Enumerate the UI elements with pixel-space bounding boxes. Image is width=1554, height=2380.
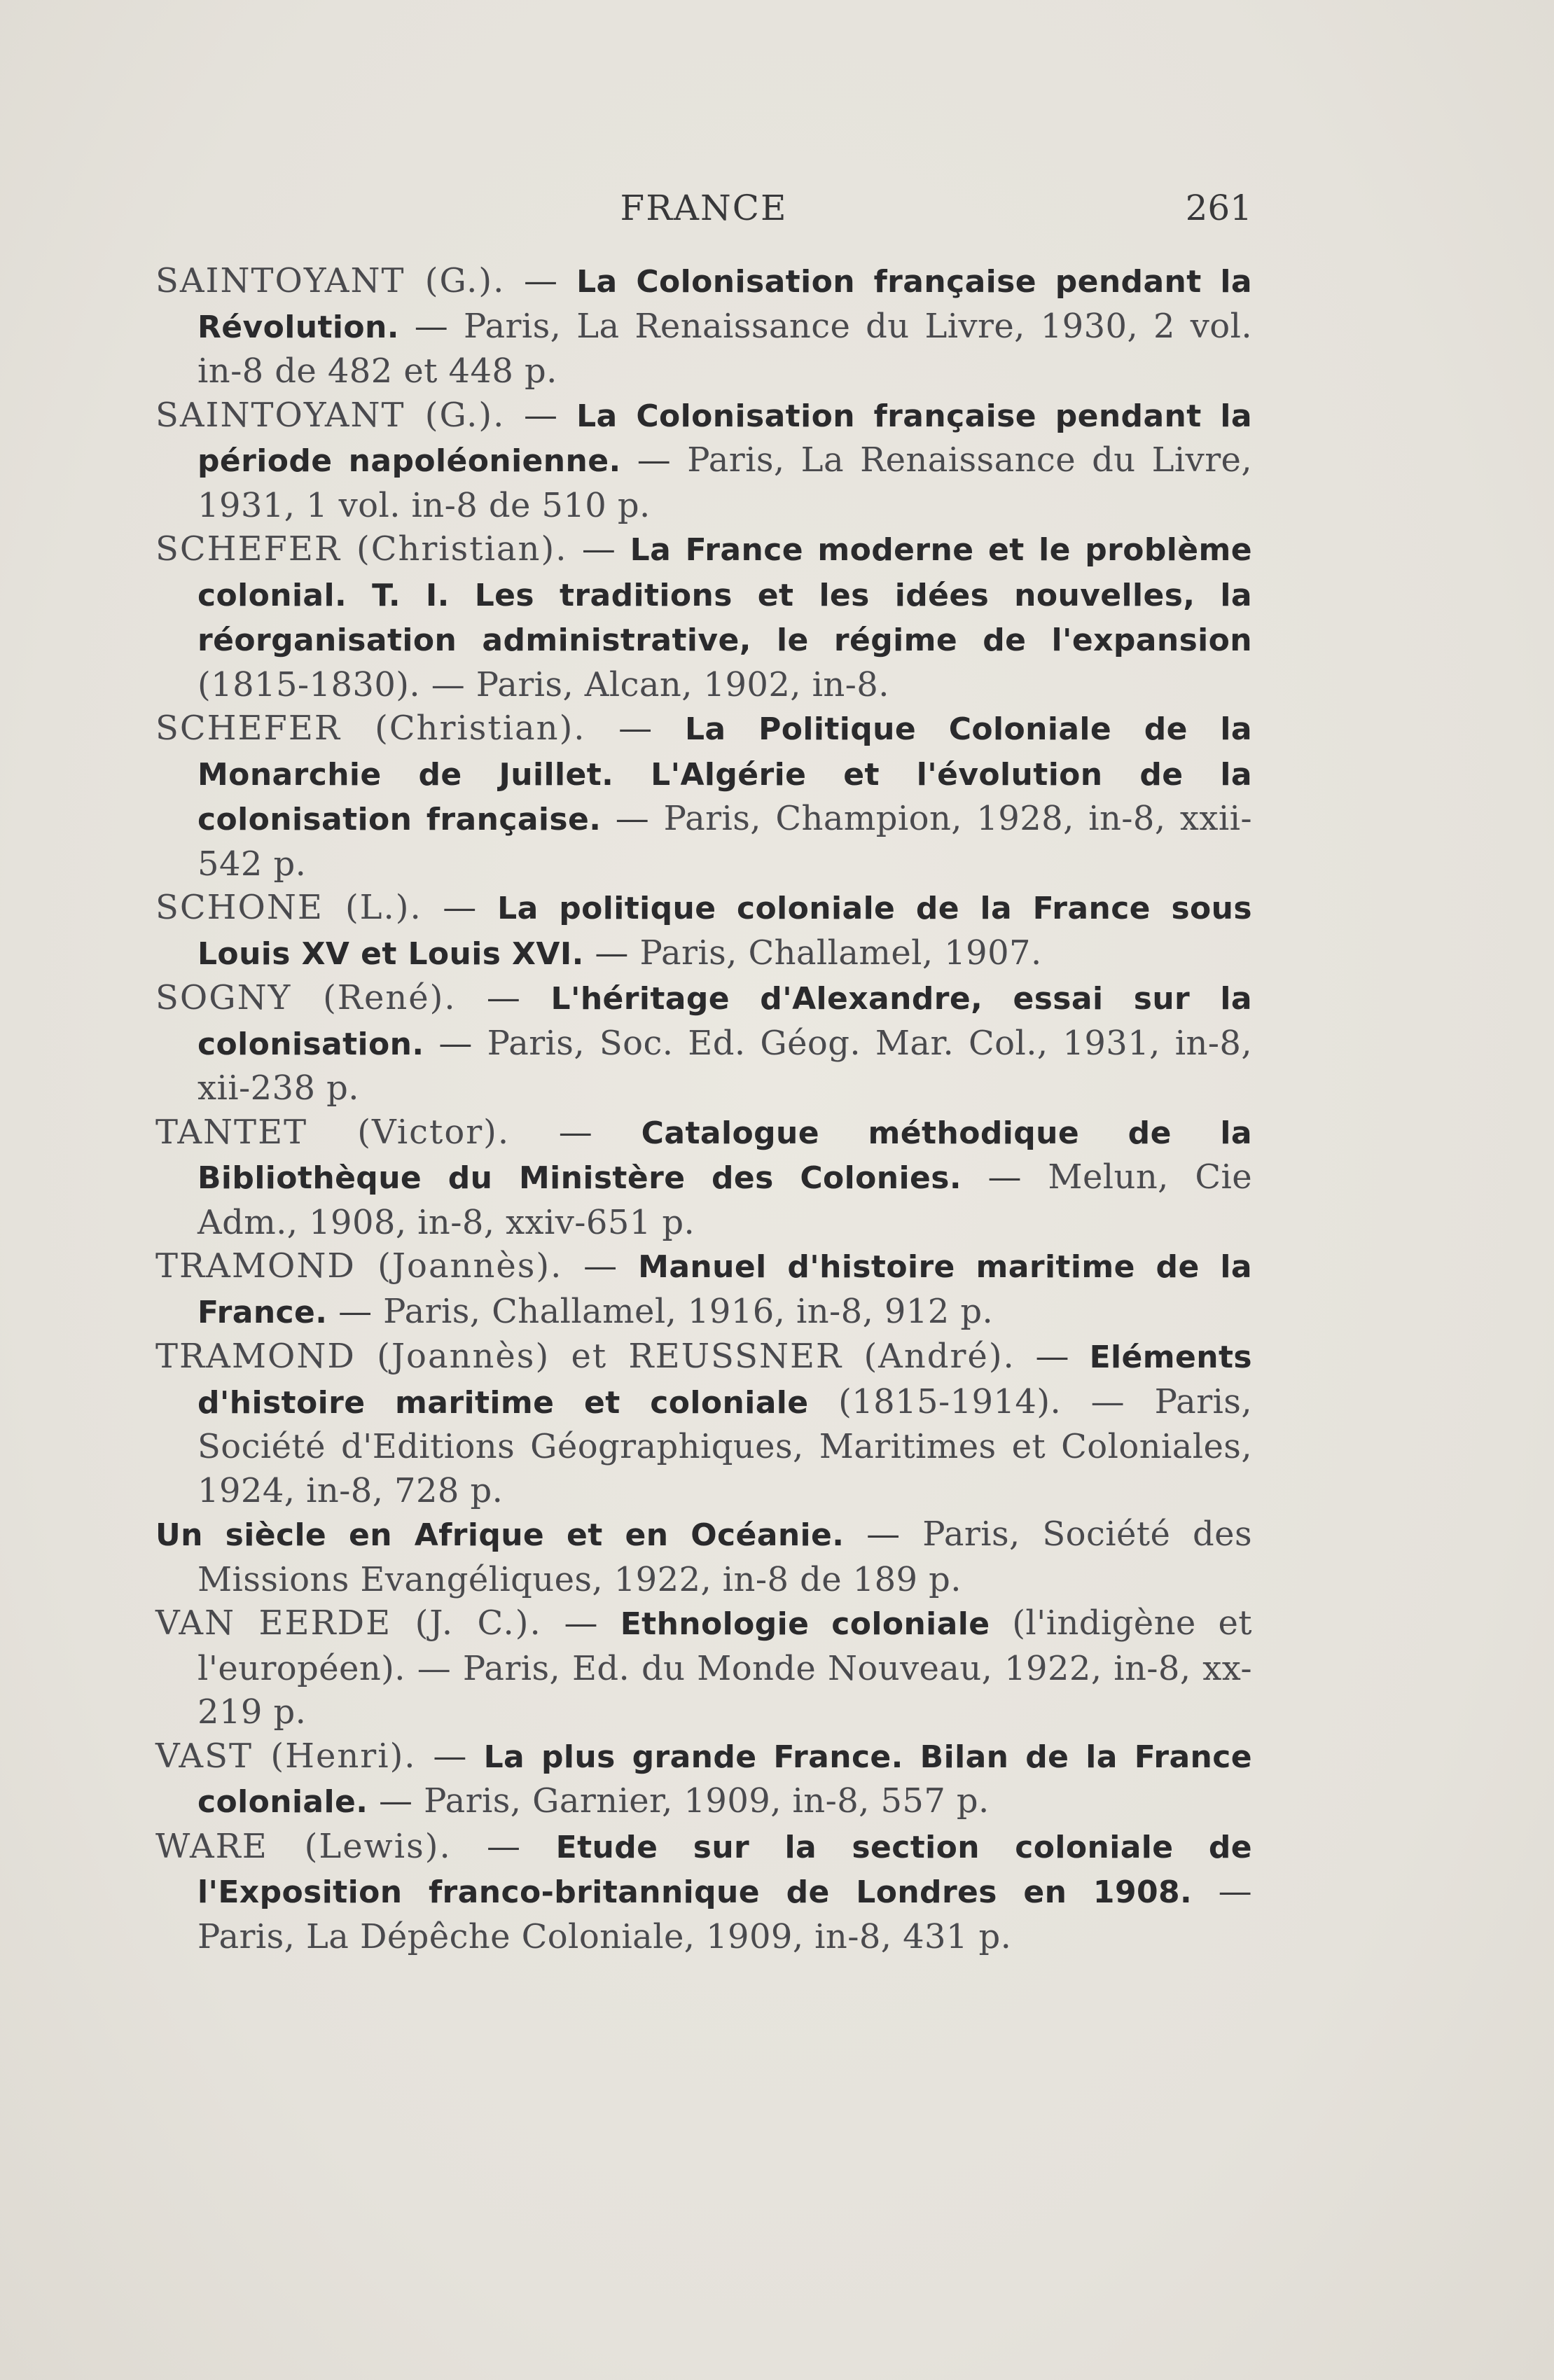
entry-author: SCHEFER (Christian). [155,709,586,748]
page-number: 261 [1185,188,1252,228]
entry-publication: (l'indigène et l'européen). — Paris, Ed. du Monde Nouveau, 1922, in-8, xx-219 p. [197,1603,1252,1732]
bibliography-entry: VAST (Henri). — La plus grande France. Bilan de la France coloniale. — Paris, Garnier, 1909, in-8, 557 p. [155,1736,1252,1821]
bibliography-entry: TRAMOND (Joannès). — Manuel d'histoire maritime de la France. — Paris, Challamel, 1916, in-8, 912 p. [155,1246,1252,1331]
entry-title: La Colonisation française pendant la Révolution. [197,264,1252,345]
entry-publication: (1815-1830). — Paris, Alcan, 1902, in-8. [197,664,889,704]
entry-author: SCHEFER (Christian). [155,529,568,569]
entry-author: SCHONE (L.). [155,888,422,927]
entry-publication: Paris, Soc. Ed. Géog. Mar. Col., 1931, in-8, xii-238 p. [197,1023,1252,1108]
entry-title: Ethnologie coloniale [620,1606,990,1642]
bibliography-entry: Un siècle en Afrique et en Océanie. — Paris, Société des Missions Evangéliques, 1922, in-8 de 189 p. [155,1515,1253,1599]
entry-publication: Paris, La Renaissance du Livre, 1931, 1 vol. in-8 de 510 p. [197,440,1253,525]
entry-author: TANTET (Victor). [155,1112,511,1152]
bibliography-entry: SCHEFER (Christian). — La Politique Coloniale de la Monarchie de Juillet. L'Algérie et l'évolution de la colonisation française. — Paris, Champion, 1928, in-8, xxii-542 p. [155,709,1253,884]
entry-title: L'héritage d'Alexandre, essai sur la colonisation. [197,981,1253,1062]
bibliography-entry: VAN EERDE (J. C.). — Ethnologie coloniale (l'indigène et l'européen). — Paris, Ed. du Monde Nouveau, 1922, in-8, xx-219 p. [155,1603,1252,1732]
entry-publication: (1815-1914). — Paris, Société d'Editions Géographiques, Maritimes et Coloniales, 1924, in-8, 728 p. [197,1382,1252,1510]
entry-title: La Politique Coloniale de la Monarchie de Juillet. L'Algérie et l'évolution de la colonisation française. [197,711,1253,837]
bibliography-entry: SCHONE (L.). — La politique coloniale de la France sous Louis XV et Louis XVI. — Paris, Challamel, 1907. [155,888,1253,973]
bibliography-entry: SOGNY (René). — L'héritage d'Alexandre, essai sur la colonisation. — Paris, Soc. Ed. Géog. Mar. Col., 1931, in-8, xii-238 p. [155,978,1253,1108]
page-header [155,183,1252,239]
entry-author: SAINTOYANT (G.). [155,395,506,435]
entry-title: Manuel d'histoire maritime de la France. [197,1249,1252,1330]
entry-author: TRAMOND (Joannès). [155,1246,563,1286]
entry-title: La France moderne et le problème colonial. T. I. Les traditions et les idées nouvelles, la réorganisation administrative, le régime de l'expansion [197,532,1253,658]
entry-title: La politique coloniale de la France sous Louis XV et Louis XVI. [197,891,1253,972]
entry-publication: Melun, Cie Adm., 1908, in-8, xxiv-651 p. [197,1157,1253,1242]
bibliography-entry: WARE (Lewis). — Etude sur la section coloniale de l'Exposition franco-britannique de Londres en 1908. — Paris, La Dépêche Coloniale, 1909, in-8, 431 p. [155,1826,1252,1956]
entry-author: WARE (Lewis). [155,1826,452,1866]
bibliography-list [155,259,1252,1958]
entry-title: Eléments d'histoire maritime et coloniale [197,1339,1252,1421]
entry-publication: Paris, Challamel, 1907. [639,933,1042,973]
entry-publication: Paris, Champion, 1928, in-8, xxii-542 p. [197,799,1252,884]
entry-author: VAN EERDE (J. C.). [155,1603,542,1643]
entry-author: SAINTOYANT (G.). [155,261,506,300]
bibliography-entry: SAINTOYANT (G.). — La Colonisation française pendant la période napoléonienne. — Paris, La Renaissance du Livre, 1931, 1 vol. in-8 de 510 p. [155,395,1253,525]
entry-publication: Paris, Garnier, 1909, in-8, 557 p. [424,1781,990,1821]
bibliography-entry: SAINTOYANT (G.). — La Colonisation française pendant la Révolution. — Paris, La Renaissance du Livre, 1930, 2 vol. in-8 de 482 et 448 p. [155,261,1253,391]
entry-title: La Colonisation française pendant la période napoléonienne. [197,398,1252,479]
entry-title: Un siècle en Afrique et en Océanie. [155,1517,845,1553]
bibliography-entry: SCHEFER (Christian). — La France moderne et le problème colonial. T. I. Les traditions et les idées nouvelles, la réorganisation administrative, le régime de l'expansion (1815-1830). — Paris, Alcan, 1902, in-8. [155,529,1253,704]
entry-publication: Paris, Challamel, 1916, in-8, 912 p. [383,1291,994,1331]
entry-author: TRAMOND (Joannès) et REUSSNER (André). [155,1337,1015,1376]
entry-publication: Paris, La Renaissance du Livre, 1930, 2 vol. in-8 de 482 et 448 p. [197,306,1253,391]
entry-author: SOGNY (René). [155,978,457,1017]
entry-publication: Paris, Société des Missions Evangéliques, 1922, in-8 de 189 p. [197,1515,1253,1599]
entry-title: Etude sur la section coloniale de l'Exposition franco-britannique de Londres en 1908. [197,1829,1252,1910]
running-title: FRANCE [620,188,788,228]
entry-publication: Paris, La Dépêche Coloniale, 1909, in-8, 431 p. [197,1916,1012,1956]
entry-title: La plus grande France. Bilan de la France coloniale. [197,1739,1252,1820]
entry-title: Catalogue méthodique de la Bibliothèque du Ministère des Colonies. [197,1115,1252,1196]
bibliography-entry: TRAMOND (Joannès) et REUSSNER (André). — Eléments d'histoire maritime et coloniale (1815-1914). — Paris, Société d'Editions Géographiques, Maritimes et Coloniales, 1924, in-8, 728 p. [155,1337,1252,1510]
bibliography-entry: TANTET (Victor). — Catalogue méthodique de la Bibliothèque du Ministère des Colonies. — Melun, Cie Adm., 1908, in-8, xxiv-651 p. [155,1112,1253,1242]
entry-author: VAST (Henri). [155,1736,417,1776]
